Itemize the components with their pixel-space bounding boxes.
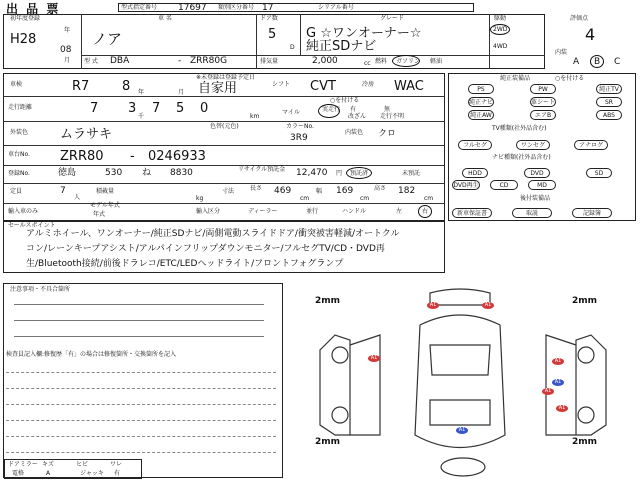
fuel-label: 燃料 bbox=[375, 58, 388, 65]
damage-mark: A1 bbox=[556, 405, 568, 412]
mileage-opt-replaced: 改ざん bbox=[348, 113, 367, 120]
page-title: 出 品 票 bbox=[6, 2, 61, 16]
import-label: 輸入車のみ bbox=[8, 208, 39, 215]
sales-label: セールスポイント bbox=[8, 222, 56, 229]
mileage-opt-no: 無 bbox=[384, 106, 391, 113]
recycle-value: 12,470 bbox=[296, 168, 328, 178]
usage-value: 自家用 bbox=[198, 81, 238, 96]
capacity-value: 7 bbox=[60, 186, 66, 196]
legend-value: ジャッキ bbox=[80, 470, 104, 477]
drive-4wd: 4WD bbox=[493, 43, 508, 50]
equipment-item: PW bbox=[530, 84, 556, 94]
interior-eval-label: 内装 bbox=[555, 49, 568, 56]
dimensions-label: 寸法 bbox=[222, 188, 235, 195]
extra-option: 新車保証書 bbox=[452, 208, 492, 218]
height-value: 182 bbox=[398, 186, 416, 196]
nav-option: HDD bbox=[462, 168, 488, 178]
equipment-item: ABS bbox=[596, 110, 622, 120]
mileage-digit-4: 5 bbox=[176, 101, 185, 116]
plate-label: 登録No. bbox=[8, 170, 30, 177]
extra-title: 後付装備品 bbox=[520, 195, 551, 202]
damage-mark: A1 bbox=[368, 355, 380, 362]
width-label: 幅 bbox=[316, 188, 323, 195]
model-label: 型 式 bbox=[84, 58, 98, 65]
dent-size-bottom-right: 2mm bbox=[572, 437, 598, 447]
model-prefix: DBA bbox=[110, 56, 130, 66]
recycle-status-2: 未預託 bbox=[402, 170, 421, 177]
fuel-alt: 軽油 bbox=[430, 58, 443, 65]
grade-value-2: 純正SDナビ bbox=[306, 39, 377, 54]
legend-value: 電格 bbox=[12, 470, 25, 477]
chassis-prefix: ZRR80 bbox=[60, 149, 104, 164]
color-note: 色替(元色) bbox=[210, 123, 239, 130]
sales-line-1: アルミホイール、ワンオーナー/純正SDナビ/両側電動スライドドア/衝突被害軽減/オートクル bbox=[26, 229, 400, 239]
mileage-label: 走行距離 bbox=[8, 104, 33, 111]
grade-label: グレード bbox=[380, 15, 405, 22]
serial-label: シリアル番号 bbox=[318, 4, 354, 11]
ac-value: WAC bbox=[394, 79, 424, 94]
reg-label: 初年度登録 bbox=[10, 15, 41, 22]
repair-title: 検査員記入欄:修復歴「有」の場合は修復箇所・交換箇所を記入 bbox=[6, 351, 177, 358]
legend-label: ヒビ bbox=[76, 461, 89, 468]
load-unit: kg bbox=[196, 195, 204, 202]
chassis-label: 車台No. bbox=[8, 151, 30, 158]
nav-title: ナビ種類(社外品含む) bbox=[492, 154, 551, 161]
doors-label: ドア数 bbox=[260, 15, 278, 22]
type-number: 17697 bbox=[178, 3, 207, 13]
class-number: 17 bbox=[262, 3, 274, 13]
eval-label: 評価点 bbox=[570, 15, 589, 22]
dent-size-top-left: 2mm bbox=[315, 296, 341, 306]
plate-area: 徳島 bbox=[58, 168, 77, 178]
tv-option: アナログ bbox=[574, 140, 608, 150]
mileage-opt-label: ○を付ける bbox=[330, 97, 360, 104]
disp-value: 2,000 bbox=[312, 56, 338, 66]
model-year-label: モデル年式 bbox=[90, 202, 120, 209]
handle-label: ハンドル bbox=[342, 208, 367, 215]
width-value: 169 bbox=[336, 186, 354, 196]
shift-value: CVT bbox=[310, 79, 336, 94]
plate-kana: ね bbox=[142, 168, 152, 178]
damage-mark: A1 bbox=[482, 302, 494, 309]
doors-value: 5 bbox=[268, 27, 277, 42]
color-label: 外装色 bbox=[10, 129, 29, 136]
color-code: 3R9 bbox=[290, 133, 308, 143]
handle-left: 左 bbox=[396, 208, 403, 215]
car-name: ノア bbox=[92, 30, 123, 48]
month-unit: 月 bbox=[64, 57, 71, 64]
inspection-year: 8 bbox=[122, 79, 131, 94]
notes-area bbox=[3, 283, 283, 478]
av-option: CD bbox=[490, 180, 518, 190]
nav-option: SD bbox=[586, 168, 612, 178]
equipment-title: 純正装備品 bbox=[500, 75, 531, 82]
height-label: 高さ bbox=[374, 185, 387, 192]
mileage-opt-true: 実走行 bbox=[322, 106, 341, 113]
mileage-opt-unknown: 走行不明 bbox=[380, 113, 405, 120]
reg-year: H28 bbox=[10, 32, 37, 47]
equipment-item: 純正TV bbox=[596, 84, 622, 94]
eval-b: B bbox=[594, 57, 601, 67]
class-label: 類別区分番号 bbox=[218, 4, 255, 11]
equipment-item: 革シート bbox=[531, 99, 556, 106]
length-value: 469 bbox=[274, 186, 292, 196]
legend-value: A bbox=[46, 470, 51, 477]
legend-box bbox=[4, 459, 142, 479]
plate-class: 530 bbox=[105, 168, 123, 178]
inspection-year-unit: 年 bbox=[138, 89, 145, 96]
mileage-digit-1: 7 bbox=[90, 101, 99, 116]
drive-2wd: 2WD bbox=[493, 26, 508, 33]
chassis-dash: - bbox=[130, 149, 135, 164]
mileage-unit-thousand: 千 bbox=[138, 113, 145, 120]
eval-a: A bbox=[573, 57, 580, 67]
type-label: 型式指定番号 bbox=[121, 4, 158, 11]
mileage-opt-mile: マイル bbox=[282, 109, 300, 116]
fuel-value: ガソリン bbox=[396, 58, 421, 65]
import-parallel: 並行 bbox=[306, 208, 319, 215]
width-unit: cm bbox=[360, 195, 370, 202]
import-dealer: ディーラー bbox=[248, 208, 278, 215]
equipment-circle-note: ○を付ける bbox=[555, 75, 585, 82]
chassis-number: 0246933 bbox=[148, 149, 206, 164]
ac-label: 冷房 bbox=[362, 81, 375, 88]
inspection-label: 車検 bbox=[10, 81, 23, 88]
plate-number: 8830 bbox=[170, 168, 193, 178]
model-year-unit: 年式 bbox=[93, 211, 106, 218]
legend-label: キズ bbox=[42, 461, 54, 468]
disp-unit: cc bbox=[364, 60, 371, 67]
tv-title: TV種類(社外品含む) bbox=[492, 125, 547, 132]
legend-label: ワレ bbox=[110, 461, 123, 468]
recycle-label: リサイクル預託金 bbox=[238, 166, 286, 173]
length-unit: cm bbox=[300, 195, 310, 202]
dent-size-top-right: 2mm bbox=[572, 296, 598, 306]
notes-title: 注意事項・不具合箇所 bbox=[10, 286, 71, 293]
equipment-item: 純正ナビ bbox=[469, 99, 494, 106]
reg-month: 08 bbox=[60, 45, 72, 55]
model-value: ZRR80G bbox=[190, 56, 228, 66]
year-unit: 年 bbox=[64, 27, 71, 34]
model-dash: - bbox=[178, 56, 182, 66]
mileage-digit-2: 3 bbox=[128, 101, 137, 116]
interior-color: クロ bbox=[378, 129, 397, 139]
name-label: 車 名 bbox=[158, 15, 172, 22]
tv-option: ワンセグ bbox=[516, 140, 550, 150]
mileage-opt-yes: 有 bbox=[350, 106, 357, 113]
color-value: ムラサキ bbox=[60, 127, 113, 142]
extra-option: 記録簿 bbox=[572, 208, 612, 218]
sales-line-2: コン/レーンキープアシスト/アルパインフリップダウンモニター/フルセグTV/CD・DVD再 bbox=[26, 244, 385, 254]
av-option: DVD再生 bbox=[453, 182, 479, 189]
handle-right: 右 bbox=[422, 208, 429, 215]
mileage-digit-3: 7 bbox=[152, 101, 161, 116]
legend-label: ドアミラー bbox=[8, 461, 38, 468]
extra-option: 取説 bbox=[512, 208, 552, 218]
height-unit: cm bbox=[424, 195, 434, 202]
sales-line-3: 生/Bluetooth接続/前後ドラレコ/ETC/LEDヘッドライト/フロントフォグランプ bbox=[26, 259, 344, 269]
shift-label: シフト bbox=[272, 81, 291, 88]
mileage-unit: km bbox=[250, 113, 260, 120]
damage-mark: A1 bbox=[456, 427, 468, 434]
equipment-item: PS bbox=[468, 84, 494, 94]
nav-option: DVD bbox=[524, 168, 550, 178]
damage-mark: A1 bbox=[542, 388, 554, 395]
capacity-unit: 人 bbox=[74, 194, 81, 201]
inspection-era: R7 bbox=[72, 79, 90, 94]
equipment-item: 純正AW bbox=[468, 110, 494, 120]
drive-label: 駆動 bbox=[494, 15, 507, 22]
damage-mark: A1 bbox=[427, 302, 439, 309]
inspection-note: ※未登録は登録予定日 bbox=[196, 74, 256, 81]
av-option: MD bbox=[528, 180, 556, 190]
car-diagram bbox=[290, 285, 636, 477]
color-code-label: カラーNo. bbox=[286, 123, 314, 130]
damage-mark: A1 bbox=[552, 379, 564, 386]
eval-score: 4 bbox=[585, 25, 596, 44]
mileage-digit-5: 0 bbox=[200, 101, 209, 116]
equipment-item: SR bbox=[596, 97, 622, 107]
load-label: 積載量 bbox=[96, 188, 115, 195]
capacity-label: 定員 bbox=[10, 188, 23, 195]
interior-color-label: 内装色 bbox=[345, 129, 364, 136]
equipment-item: エアB bbox=[530, 110, 556, 120]
import-type-label: 輸入区分 bbox=[196, 208, 221, 215]
car-outline-svg bbox=[290, 285, 636, 477]
recycle-unit: 円 bbox=[336, 170, 343, 177]
inspection-month-unit: 月 bbox=[178, 89, 185, 96]
top-id-row bbox=[118, 3, 474, 12]
legend-value: 有 bbox=[114, 470, 121, 477]
tv-option: フルセグ bbox=[458, 140, 492, 150]
doors-sub: D bbox=[290, 44, 295, 51]
recycle-status: 預託済 bbox=[350, 170, 369, 177]
dent-size-bottom-left: 2mm bbox=[315, 437, 341, 447]
grade-value: G ☆ワンオーナー☆ bbox=[306, 26, 422, 41]
damage-mark: A1 bbox=[552, 358, 564, 365]
eval-c: C bbox=[614, 57, 621, 67]
disp-label: 排気量 bbox=[260, 58, 279, 65]
length-label: 長さ bbox=[250, 185, 263, 192]
